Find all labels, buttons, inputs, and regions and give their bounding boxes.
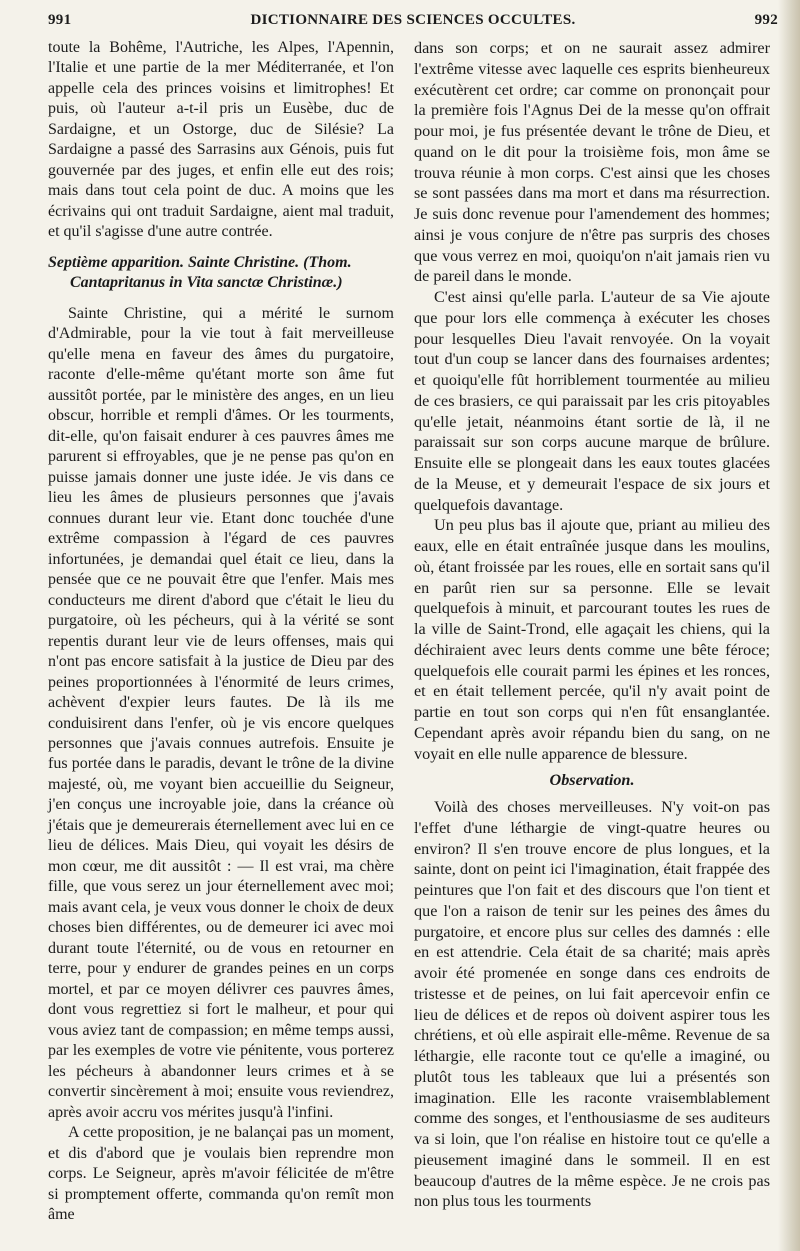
paragraph-eaux: Un peu plus bas il ajoute que, priant au milieu des eaux, elle en était entraînée jusque dans les moulins, où, étant froissée par les roues, elle en sortait sans qu'il en parût rien sur sa personne. Elle se levait quelquefois à minuit, et parcourant toutes les rues de la ville de Saint-Trond, elle agaçait les chiens, qui la déchiraient avec leurs dents comme une bête féroce; quelquefois elle courait parmi les épines et les ronces, et en était tellement percée, qu'il n'y avait point de partie en tout son corps qui n'en fût ensanglantée. Cependant après avoir répandu bien du sang, on ne voyait en elle nulle apparence de blessure. — [414, 516, 770, 763]
paragraph-proposition: A cette proposition, je ne balançai pas un moment, et dis d'abord que je voulais bien reprendre mon corps. Le Seigneur, après m'avoir félicitée de m'être si promptement offerte, commanda qu'on remît mon âme — [48, 1124, 394, 1224]
page-number-left: 991 — [48, 12, 72, 28]
page-number-right: 992 — [754, 12, 778, 28]
paragraph-continuation: toute la Bohême, l'Autriche, les Alpes, l'Apennin, l'Italie et une partie de la mer Méditerranée, et l'on appelle cela des princes voisins et limitrophes! Et puis, où l'auteur a-t-il pris un Eusèbe, duc de Sardaigne, et un Ostorge, duc de Silésie? La Sardaigne a passé des Sarrasins aux Génois, puis fut gouvernée par des juges, et enfin elle eut des rois; mais dans tout cela point de duc. A moins que les écrivains qui ont traduit Sardaigne, aient mal traduit, et qu'il s'agisse d'une autre contrée. — [48, 39, 394, 241]
section-heading-line1: Septième apparition. Sainte Christine. (Thom. — [48, 253, 352, 271]
paragraph-observation: Voilà des choses merveilleuses. N'y voit-on pas l'effet d'une léthargie de vingt-quatre heures ou environ? Il s'en trouve encore de plus longues, et la sainte, dont on peint ici l'imagination, était frappée des peintures que l'on fait et des discours que l'on tient et que l'on a raison de tenir sur les peines des âmes du purgatoire, et encore plus sur celles des damnés : elle en est attendrie. Cela était de sa charité; mais après avoir été promenée en songe dans ces endroits de tristesse et de peines, on lui fait apercevoir enfin ce lieu de délices et de repos où doivent aspirer tous les chrétiens, et où elle aspirait elle-même. Revenue de sa léthargie, elle raconte tout ce qu'elle a imaginé, ou plutôt tous les tableaux que lui a présentés son imagination. Elle les raconte vraisemblablement comme des songes, et l'enthousiasme de ses auditeurs va si loin, que l'on réalise en histoire tout ce qu'elle a pieusement imaginé dans le sommeil. Il en est beaucoup d'autres de la même espèce. Je ne crois pas non plus tous les tourments — [414, 798, 770, 1211]
running-head — [48, 12, 778, 34]
section-heading — [48, 253, 394, 294]
running-title: DICTIONNAIRE DES SCIENCES OCCULTES. — [250, 12, 576, 28]
right-column — [414, 38, 770, 1212]
paragraph-vie: C'est ainsi qu'elle parla. L'auteur de sa Vie ajoute que pour lors elle commença à exécuter les choses pour lesquelles Dieu l'avait renvoyée. On la voyait tout d'un coup se lancer dans des fournaises ardentes; et quoiqu'elle fût horriblement tourmentée au milieu de ces brasiers, ce qui paraissait par les cris pitoyables qu'elle jetait, néanmoins étant sortie de là, il ne paraissait sur son corps aucune marque de brûlure. Ensuite elle se plongeait dans les eaux toutes glacées de la Meuse, et y demeurait l'espace de six jours et quelquefois davantage. — [414, 288, 770, 514]
observation-heading: Observation. — [549, 771, 635, 790]
paragraph-christine: Sainte Christine, qui a mérité le surnom d'Admirable, pour la vie tout à fait merveilleuse qu'elle mena en faveur des âmes du purgatoire, raconte d'elle-même qu'étant morte son âme fut aussitôt portée, par le ministère des anges, en un lieu obscur, horrible et rempli d'âmes. Or les tourments, dit-elle, qu'on faisait endurer à ces pauvres âmes me parurent si effroyables, que je ne pense pas qu'on en puisse jamais donner une juste idée. Je vis dans ce lieu les âmes de plusieurs personnes que j'avais connues durant leur vie. Etant donc touchée d'une extrême compassion à l'égard de ces pauvres infortunées, je demandai quel était ce lieu, dans la pensée que ce ne pouvait être que l'enfer. Mais mes conducteurs me dirent d'abord que c'était le lieu du purgatoire, où les pécheurs, qui à la vérité se sont repentis durant leur vie de leurs offenses, mais qui n'ont pas encore satisfait à la justice de Dieu par des peines proportionnées à l'énormité de leurs crimes, achèvent d'expier leurs fautes. De là ils me conduisirent dans l'enfer, où je vis encore quelques personnes que j'avais connues autrefois. Ensuite je fus portée dans le paradis, devant le trône de la divine majesté, où, me voyant bien accueillie du Seigneur, j'en conçus une incroyable joie, dans la créance où j'étais que je demeurerais éternellement avec lui en ce lieu de délices. Mais Dieu, qui voyait les désirs de mon cœur, me dit aussitôt : — Il est vrai, ma chère fille, que vous serez un jour éternellement avec moi; mais avant cela, je veux vous donner le choix de deux choses bien différentes, ou de demeurer ici avec moi durant toute l'éternité, ou de vous en retourner en terre, pour y endurer de grandes peines en un corps mortel, et par ce moyen délivrer ces pauvres âmes, dont vous regrettiez si fort le malheur, et pour qui vous aviez tant de compassion; en même temps aussi, par les exemples de votre vie pénitente, vous porterez les pécheurs à abandonner leurs crimes et à se convertir sincèrement à moi; ensuite vous reviendrez, après avoir accru vos mérites jusqu'à l'infini. — [48, 304, 394, 1121]
paragraph-continuation-right: dans son corps; et on ne saurait assez admirer l'extrême vitesse avec laquelle ces esprits bienheureux exécutèrent cet ordre; car comme on prononçait pour la première fois l'Agnus Dei de la messe qu'on offrait pour moi, je fus présentée devant le trône de Dieu, et quand on le dit pour la troisième fois, mon âme se trouva réunie à mon corps. C'est ainsi que les choses se sont passées dans ma mort et dans ma résurrection. Je suis donc revenue pour l'amendement des hommes; ainsi je vous conjure de n'être pas surpris des choses que vous verrez en moi, quoiqu'on n'ait jamais rien vu de pareil dans le monde. — [414, 39, 770, 286]
page-edge-shadow — [778, 0, 800, 1251]
left-column — [48, 38, 394, 1226]
section-heading-line2: Cantapritanus in Vita sanctæ Christinæ.) — [70, 274, 343, 292]
